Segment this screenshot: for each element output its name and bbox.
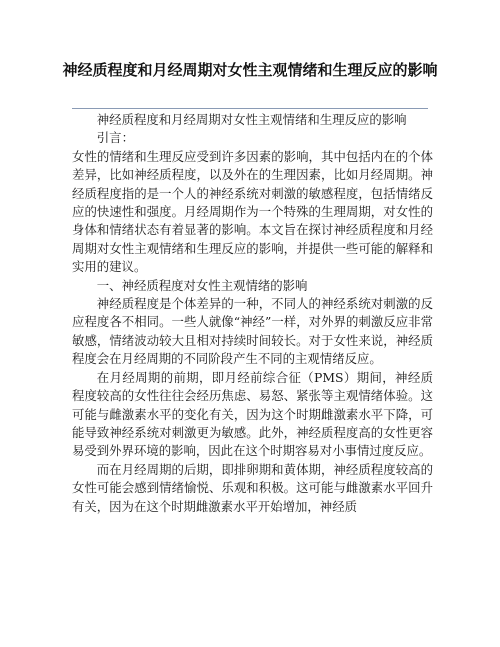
body-paragraph: 在月经周期的前期，即月经前综合征（PMS）期间，神经质程度较高的女性往往会经历焦虑、易怒、紧张等主观情绪体验。这可能与雌激素水平的变化有关，因为这个时期雌激素水平下降，可能导致神经系统对刺激更为敏感。此外，神经质程度高的女性更容易受到外界环境的影响，因此在这个时期容易对小事情过度反应。 — [72, 369, 433, 459]
title-divider — [72, 108, 428, 109]
document-body — [72, 111, 433, 516]
section-heading-1: 一、神经质程度对女性主观情绪的影响 — [96, 277, 308, 293]
body-paragraph: 神经质程度是个体差异的一种，不同人的神经系统对刺激的反应程度各不相同。一些人就像“神经”一样，对外界的刺激反应非常敏感，情绪波动较大且相对持续时间较长。对于女性来说，神经质程度会在月经周期的不同阶段产生不同的主观情绪反应。 — [72, 296, 433, 367]
body-paragraph: 而在月经周期的后期，即排卵期和黄体期，神经质程度较高的女性可能会感到情绪愉悦、乐观和积极。这可能与雌激素水平回升有关，因为在这个时期雌激素水平开始增加，神经质 — [72, 461, 433, 514]
introduction-paragraph: 女性的情绪和生理反应受到许多因素的影响，其中包括内在的个体差异，比如神经质程度，以及外在的生理因素，比如月经周期。神经质程度指的是一个人的神经系统对刺激的敏感程度，包括情绪反应的快速性和强度。月经周期作为一个特殊的生理周期，对女性的身体和情绪状态有着显著的影响。本文旨在探讨神经质程度和月经周期对女性主观情绪和生理反应的影响，并提供一些可能的解释和实用的建议。 — [72, 148, 433, 275]
repeated-title-paragraph: 神经质程度和月经周期对女性主观情绪和生理反应的影响 — [96, 112, 407, 127]
document-title: 神经质程度和月经周期对女性主观情绪和生理反应的影响 — [62, 61, 438, 79]
introduction-label: 引言： — [96, 130, 134, 146]
